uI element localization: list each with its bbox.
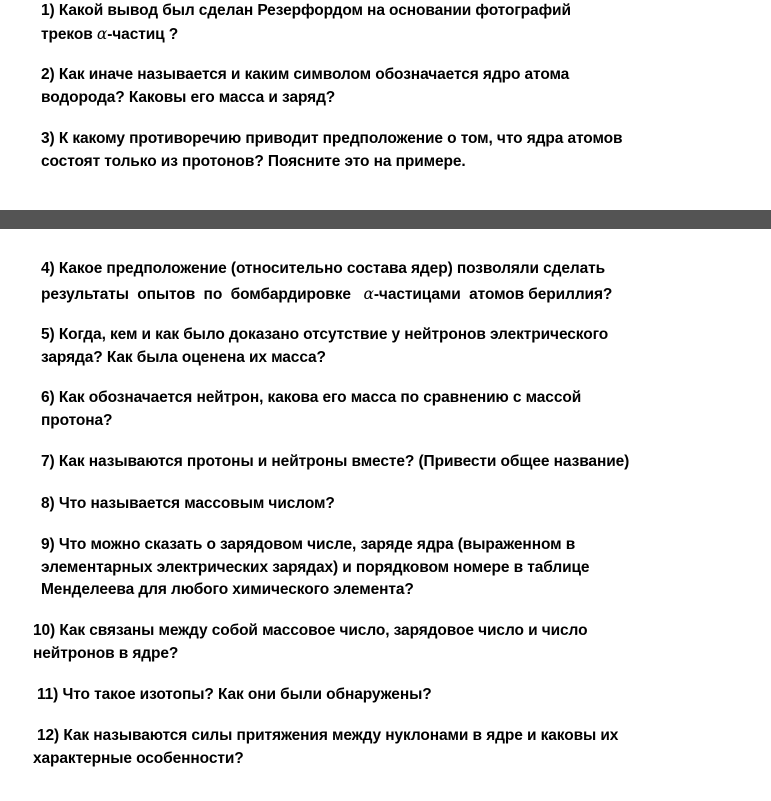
question-2-line-1 xyxy=(41,64,569,87)
question-text: -частиц ? xyxy=(107,25,179,43)
question-11 xyxy=(37,684,432,707)
question-7-line-1 xyxy=(41,451,629,474)
question-number: 10) xyxy=(33,622,56,639)
question-text: Как связаны между собой массовое число, зарядовое число и число xyxy=(59,622,588,639)
question-number: 12) xyxy=(37,727,60,744)
question-12 xyxy=(33,725,618,770)
question-number: 3) xyxy=(41,130,55,147)
question-2 xyxy=(41,64,569,109)
question-text: Как называются силы притяжения между нуклонами в ядре и каковы их xyxy=(63,727,619,744)
alpha-symbol: α xyxy=(363,284,374,303)
question-9 xyxy=(41,534,589,602)
question-4-line-1 xyxy=(41,258,612,281)
question-number: 8) xyxy=(41,495,55,512)
question-1-line-2 xyxy=(41,23,571,47)
alpha-symbol: α xyxy=(96,24,108,43)
question-number: 4) xyxy=(41,260,55,277)
question-number: 2) xyxy=(41,66,55,83)
question-text: Что такое изотопы? Как они были обнаружены? xyxy=(62,686,432,703)
question-text: К какому противоречию приводит предположение о том, что ядра атомов xyxy=(58,130,623,147)
question-5-line-2: заряда? Как была оценена их масса? xyxy=(41,348,326,366)
question-number: 1) xyxy=(41,2,55,19)
question-7 xyxy=(41,451,629,474)
question-4-line-2 xyxy=(41,283,612,307)
question-5-line-1 xyxy=(41,324,608,347)
question-6 xyxy=(41,387,581,432)
question-12-line-2: характерные особенности? xyxy=(33,749,244,767)
question-3-line-1 xyxy=(41,128,622,151)
question-text: Когда, кем и как было доказано отсутствие у нейтронов электрического xyxy=(58,326,609,343)
question-8 xyxy=(41,493,335,516)
question-11-line-1 xyxy=(37,684,432,707)
question-10 xyxy=(33,620,587,665)
question-text: Какое предположение (относительно состава ядер) позволяли сделать xyxy=(58,260,606,277)
question-number: 6) xyxy=(41,389,55,406)
question-10-line-1 xyxy=(33,620,587,643)
question-8-line-1 xyxy=(41,493,335,516)
question-text: Что можно сказать о зарядовом числе, заряде ядра (выраженном в xyxy=(58,536,576,553)
question-12-line-1 xyxy=(33,725,618,748)
question-number: 11) xyxy=(37,686,59,703)
question-text: треков xyxy=(41,25,97,43)
question-5 xyxy=(41,324,608,369)
question-6-line-1 xyxy=(41,387,581,410)
question-6-line-2: протона? xyxy=(41,411,113,429)
question-1 xyxy=(41,0,571,46)
question-4 xyxy=(41,258,612,306)
question-2-line-2: водорода? Каковы его масса и заряд? xyxy=(41,88,336,106)
question-text: Как называются протоны и нейтроны вместе? (Привести общее название) xyxy=(58,453,630,470)
question-text: Что называется массовым числом? xyxy=(58,495,335,512)
question-number: 7) xyxy=(41,453,55,470)
question-9-line-2: элементарных электрических зарядах) и порядковом номере в таблице xyxy=(41,558,590,576)
question-3 xyxy=(41,128,622,173)
question-10-line-2: нейтронов в ядре? xyxy=(33,644,179,662)
question-text: Как иначе называется и каким символом обозначается ядро атома xyxy=(58,66,570,83)
question-number: 5) xyxy=(41,326,55,343)
question-1-line-1 xyxy=(41,0,571,23)
question-text: Какой вывод был сделан Резерфордом на основании фотографий xyxy=(58,2,571,19)
question-3-line-2: состоят только из протонов? Поясните это на примере. xyxy=(41,152,466,170)
question-text: Как обозначается нейтрон, какова его масса по сравнению с массой xyxy=(58,389,582,406)
section-divider xyxy=(0,210,771,229)
question-9-line-1 xyxy=(41,534,589,557)
question-number: 9) xyxy=(41,536,55,553)
question-9-line-3: Менделеева для любого химического элемента? xyxy=(41,581,414,598)
question-text: -частицами атомов бериллия? xyxy=(373,285,613,303)
question-text: результаты опытов по бомбардировке xyxy=(41,285,364,303)
